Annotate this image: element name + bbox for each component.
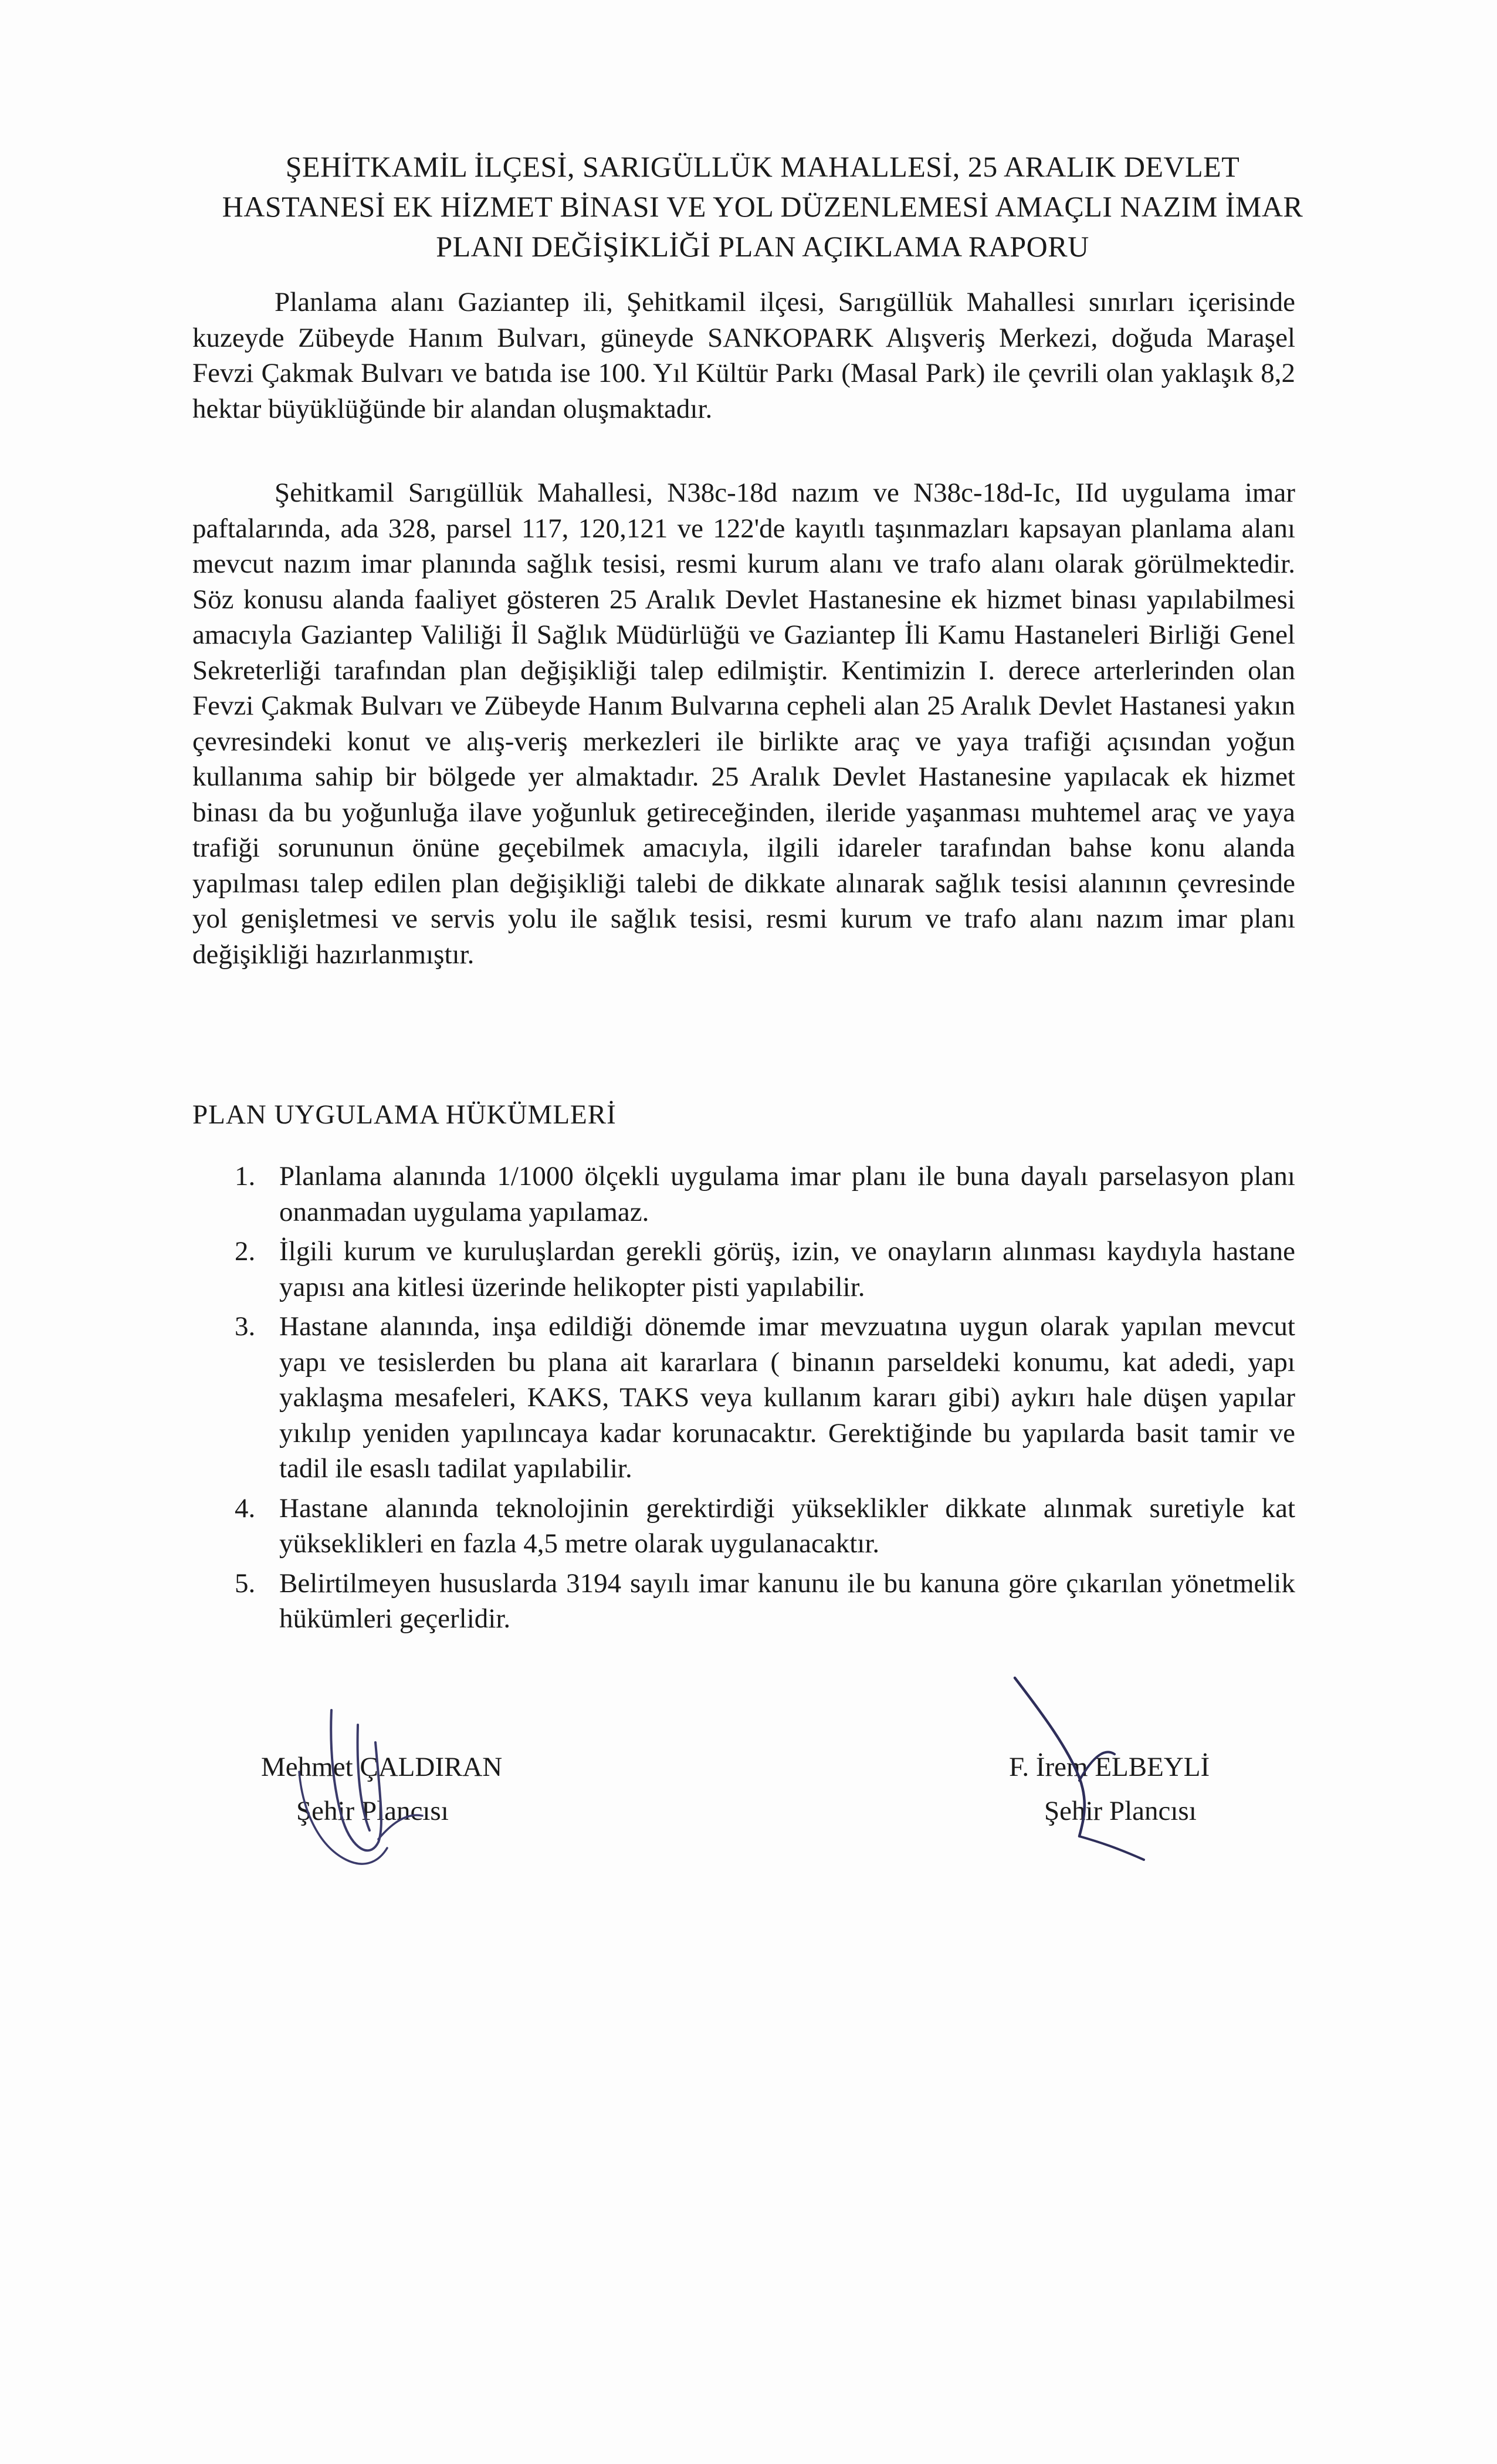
rule-item bbox=[192, 1566, 1295, 1637]
document-title bbox=[199, 147, 1326, 266]
rule-item bbox=[192, 1309, 1295, 1487]
signatory-role: Şehir Plancısı bbox=[296, 1796, 449, 1826]
rule-number: 3. bbox=[235, 1311, 256, 1342]
rule-number: 5. bbox=[235, 1568, 256, 1599]
signatory-right bbox=[1009, 1745, 1210, 1833]
signatory-name: F. İrem ELBEYLİ bbox=[1009, 1752, 1210, 1782]
intro-paragraph: Planlama alanı Gaziantep ili, Şehitkamil ilçesi, Sarıgüllük Mahallesi sınırları içerisinde kuzeyde Zübeyde Hanım Bulvarı, güneyde SANKOPARK Alışveriş Merkezi, doğuda Maraşel Fevzi Çakmak Bulvarı ve batıda ise 100. Yıl Kültür Parkı (Masal Park) ile çevrili olan yaklaşık 8,2 hektar büyüklüğünde bir alandan oluşmaktadır. bbox=[192, 287, 1295, 424]
rule-number: 4. bbox=[235, 1492, 256, 1524]
signatory-name: Mehmet ÇALDIRAN bbox=[261, 1752, 503, 1782]
rule-item bbox=[192, 1234, 1295, 1305]
body-paragraph: Şehitkamil Sarıgüllük Mahallesi, N38c-18d nazım ve N38c-18d-Ic, IId uygulama imar paftalarında, ada 328, parsel 117, 120,121 ve 122'de kayıtlı taşınmazları kapsayan planlama alanı mevcut nazım imar planında sağlık tesisi, resmi kurum alanı ve trafo alanı olarak görülmektedir. Söz konusu alanda faaliyet gösteren 25 Aralık Devlet Hastanesine ek hizmet binası yapılabilmesi amacıyla Gaziantep Valiliği İl Sağlık Müdürlüğü ve Gaziantep İli Kamu Hastaneleri Birliği Genel Sekreterliği tarafından plan değişikliği talep edilmiştir. Kentimizin I. derece arterlerinden olan Fevzi Çakmak Bulvarı ve Zübeyde Hanım Bulvarına cepheli alan 25 Aralık Devlet Hastanesi yakın çevresindeki konut ve alış-veriş merkezleri ile birlikte araç ve yaya trafiği açısından yoğun kullanıma sahip bir bölgede yer almaktadır. 25 Aralık Devlet Hastanesine yapılacak ek hizmet binası da bu yoğunluğa ilave yoğunluk getireceğinden, ileride yaşanması muhtemel araç ve yaya trafiği sorununun önüne geçebilmek amacıyla, ilgili idareler tarafından bahse konu alanda yapılması talep edilen plan değişikliği talebi de dikkate alınarak sağlık tesisi alanının çevresinde yol genişletmesi ve servis yolu ile sağlık tesisi, resmi kurum ve trafo alanı nazım imar planı değişikliği hazırlanmıştır. bbox=[192, 478, 1295, 970]
title-line-2: HASTANESİ EK HİZMET BİNASI VE YOL DÜZENLEMESİ AMAÇLI NAZIM İMAR bbox=[222, 190, 1303, 223]
rule-text: Hastane alanında teknolojinin gerektirdiği yükseklikler dikkate alınmak suretiyle kat yükseklikleri en fazla 4,5 metre olarak uygulanacaktır. bbox=[279, 1492, 1295, 1559]
rule-item bbox=[192, 1491, 1295, 1562]
rule-number: 2. bbox=[235, 1236, 256, 1267]
signatory-role: Şehir Plancısı bbox=[1044, 1796, 1197, 1826]
rule-text: Belirtilmeyen hususlarda 3194 sayılı imar kanunu ile bu kanuna göre çıkarılan yönetmelik hükümleri geçerlidir. bbox=[279, 1568, 1295, 1634]
rules-list bbox=[192, 1159, 1295, 1641]
title-line-3: PLANI DEĞİŞİKLİĞİ PLAN AÇIKLAMA RAPORU bbox=[436, 230, 1089, 263]
section-title: PLAN UYGULAMA HÜKÜMLERİ bbox=[192, 1099, 617, 1130]
title-line-1: ŞEHİTKAMİL İLÇESİ, SARIGÜLLÜK MAHALLESİ, 25 ARALIK DEVLET bbox=[285, 150, 1240, 183]
rule-text: Planlama alanında 1/1000 ölçekli uygulama imar planı ile buna dayalı parselasyon planı onanmadan uygulama yapılamaz. bbox=[279, 1161, 1295, 1227]
rule-text: Hastane alanında, inşa edildiği dönemde imar mevzuatına uygun olarak yapılan mevcut yapı ve tesislerden bu plana ait kararlara ( binanın parseldeki konumu, kat adedi, yapı yaklaşma mesafeleri, KAKS, TAKS veya kullanım kararı gibi) aykırı hale düşen yapılar yıkılıp yeniden yapılıncaya kadar korunacaktır. Gerektiğinde bu yapılarda basit tamir ve tadil ile esaslı tadilat yapılabilir. bbox=[279, 1311, 1295, 1484]
rule-item bbox=[192, 1159, 1295, 1230]
signatory-left bbox=[261, 1745, 502, 1833]
rule-text: İlgili kurum ve kuruluşlardan gerekli görüş, izin, ve onayların alınması kaydıyla hastane yapısı ana kitlesi üzerinde helikopter pisti yapılabilir. bbox=[279, 1236, 1295, 1302]
rule-number: 1. bbox=[235, 1161, 256, 1192]
